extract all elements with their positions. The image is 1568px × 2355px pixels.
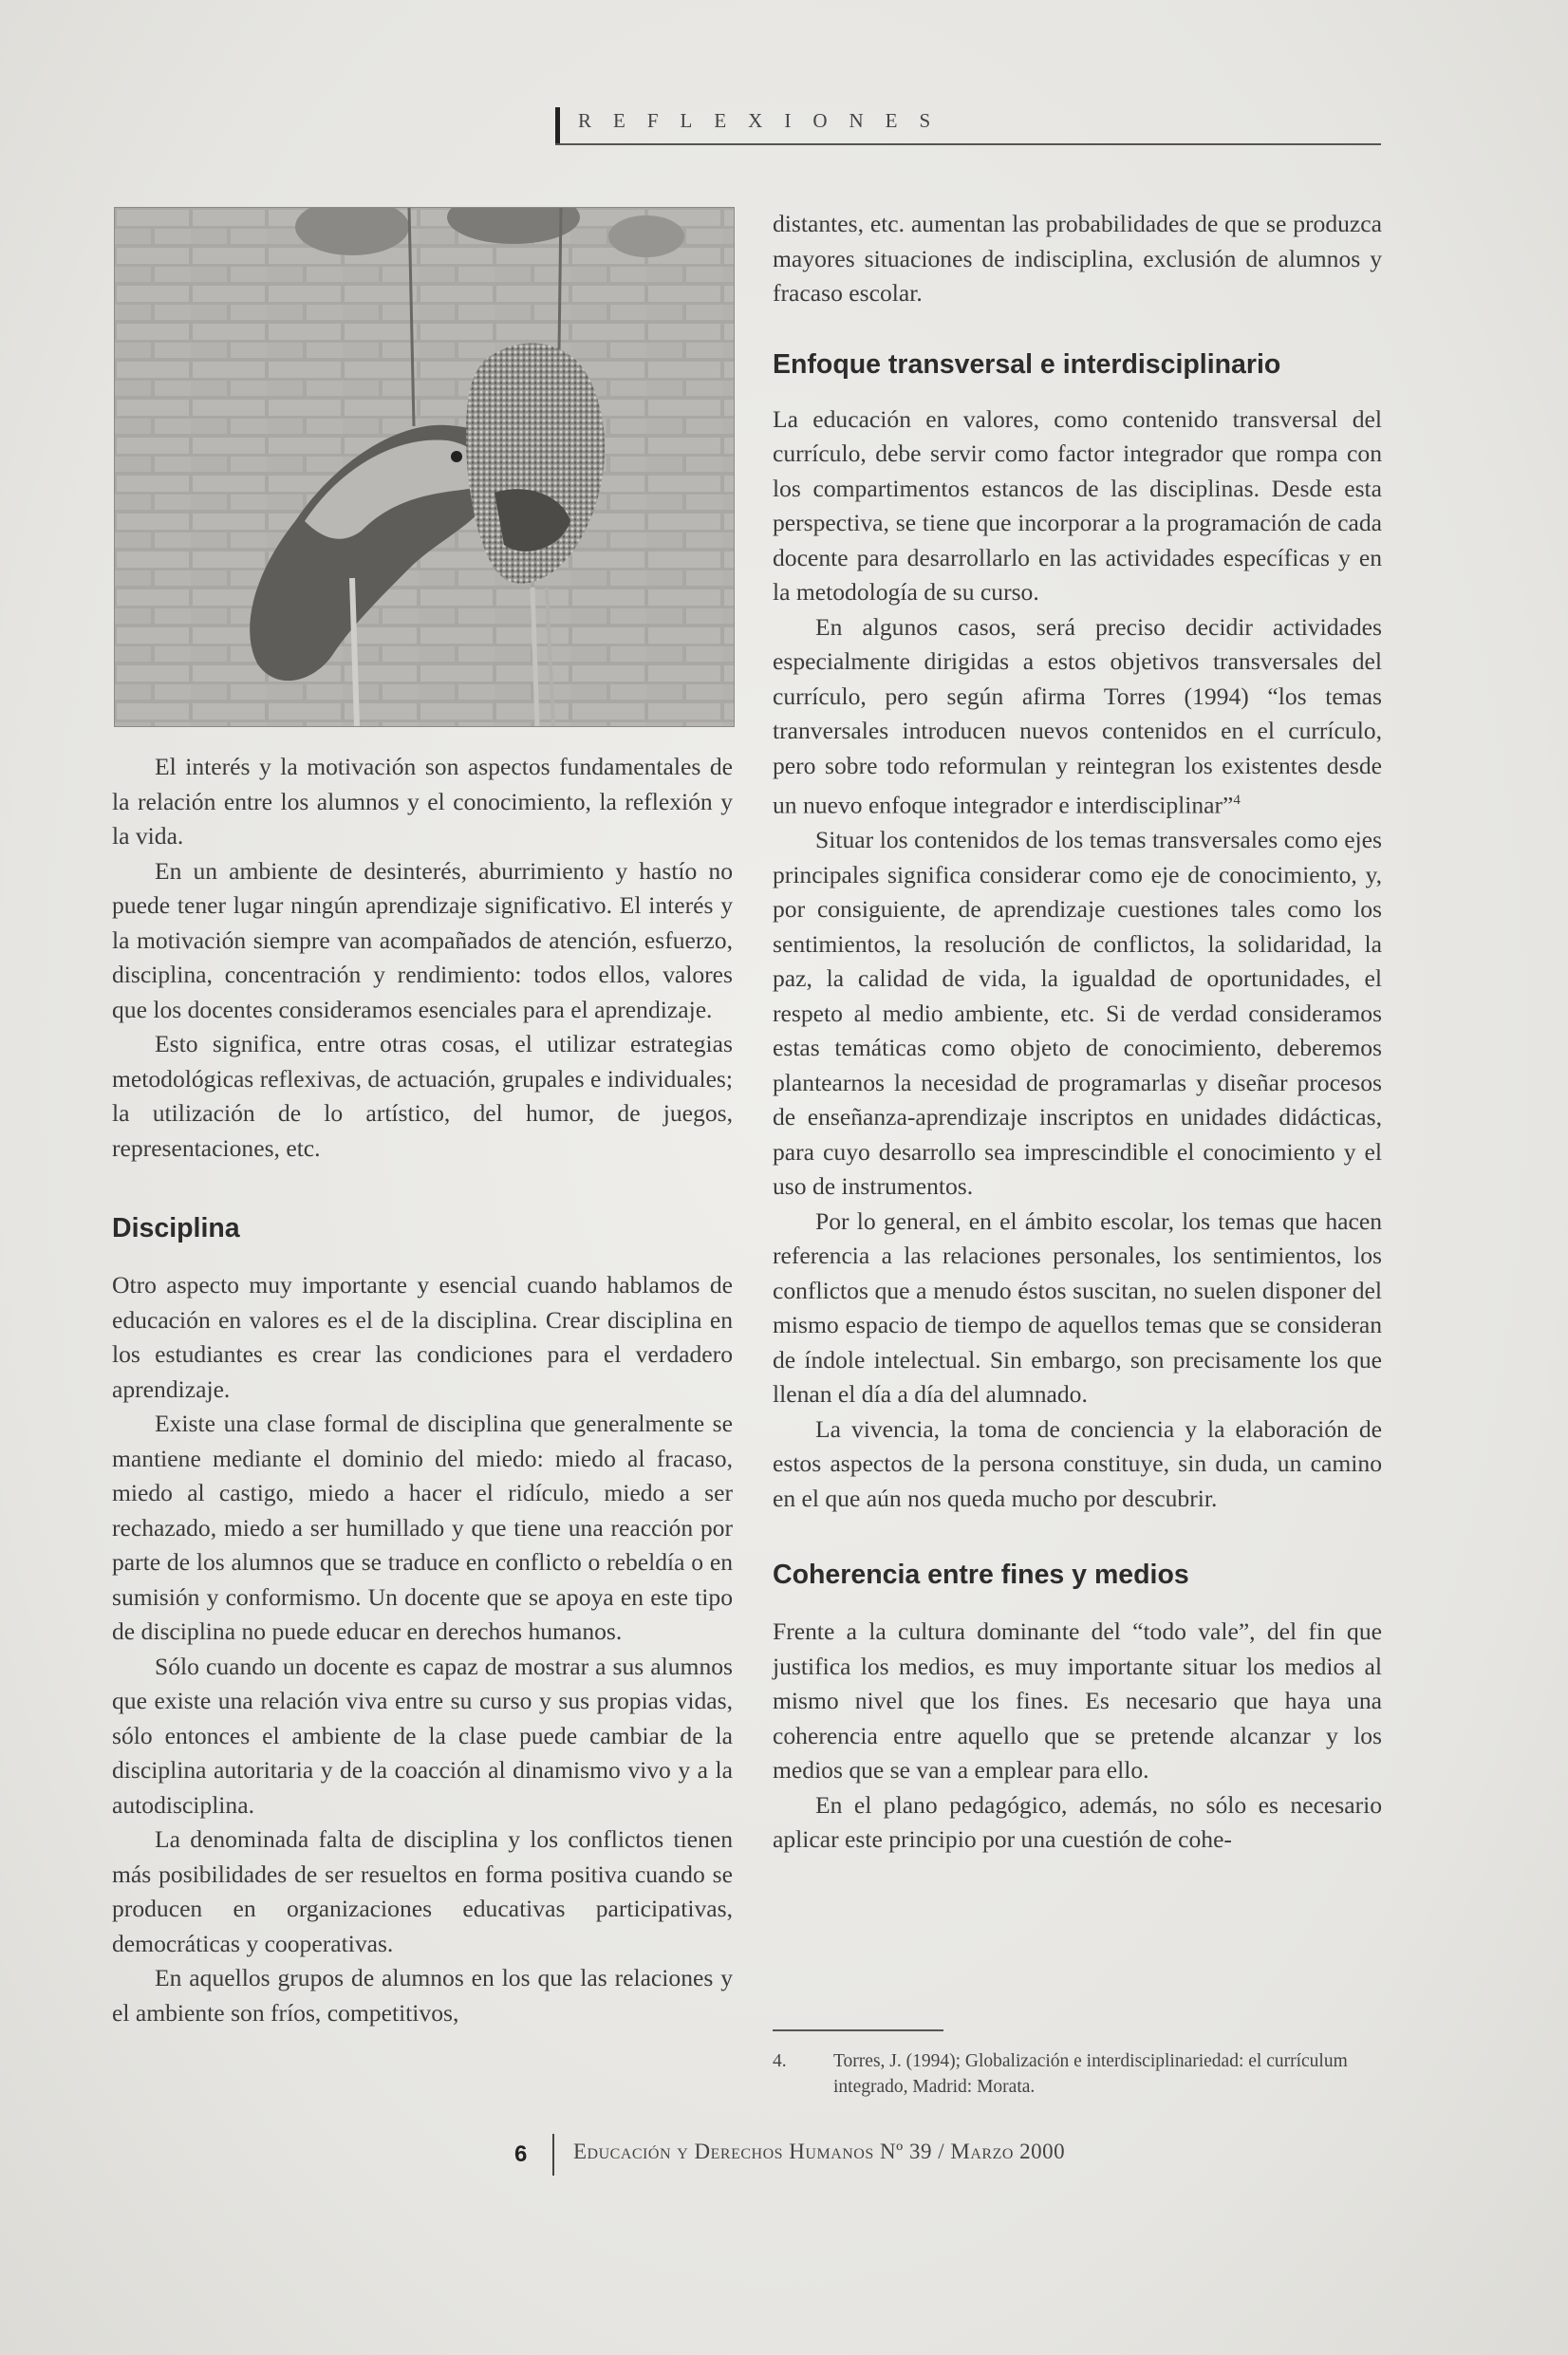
paragraph: distantes, etc. aumentan las probabilidades de que se produzca mayores situaciones de indisciplina, exclusión de alumnos y fracaso escolar.: [773, 210, 1382, 307]
section-label: REFLEXIONES: [578, 109, 953, 132]
page-number: 6: [514, 2141, 528, 2167]
paragraph: Sólo cuando un docente es capaz de mostrar a sus alumnos que existe una relación viva entre su curso y sus propias vidas, sólo entonces el ambiente de la clase puede cambiar de la disciplina autoritaria y de la coacción al dinamismo vivo y a la autodisciplina.: [112, 1652, 733, 1819]
paragraph: Existe una clase formal de disciplina que generalmente se mantiene mediante el dominio del miedo: miedo al fracaso, miedo al castigo, miedo a hacer el ridículo, miedo a ser rechazado, miedo a ser humillado y que tiene una reacción por parte de los alumnos que se traduce en conflicto o rebeldía o en sumisión y conformismo. Un docente que se apoya en este tipo de disciplina no puede educar en derechos humanos.: [112, 1410, 733, 1645]
paragraph: Otro aspecto muy importante y esencial cuando hablamos de educación en valores es el de la disciplina. Crear disciplina en los estudiantes es crear las condiciones para el verdadero aprendizaje.: [112, 1271, 733, 1403]
paragraph: Situar los contenidos de los temas transversales como ejes principales significa considerar como eje de conocimiento, y, por consiguiente, de aprendizaje cuestiones tales como los sentimientos, la resolución de conflictos, la solidaridad, la paz, la calidad de vida, la igualdad de oportunidades, el respeto al medio ambiente, etc. Si de verdad consideramos estas temáticas como objeto de conocimiento, deberemos plantearnos la necesidad de programarlas y diseñar procesos de enseñanza-aprendizaje inscriptos en unidades didácticas, para cuyo desarrollo sea imprescindible el conocimiento y el uso de instrumentos.: [773, 826, 1382, 1201]
section-heading-disciplina: Disciplina: [112, 1213, 240, 1243]
paragraph: En aquellos grupos de alumnos en los que las relaciones y el ambiente son fríos, competitivos,: [112, 1964, 733, 2027]
footnote-reference: 4: [1233, 793, 1241, 808]
section-heading-coherencia: Coherencia entre fines y medios: [773, 1560, 1189, 1591]
paragraph: El interés y la motivación son aspectos fundamentales de la relación entre los alumnos y el conocimiento, la reflexión y la vida.: [112, 753, 733, 850]
paragraph: [773, 610, 1382, 824]
paragraph: En el plano pedagógico, además, no sólo es necesario aplicar este principio por una cuestión de cohe-: [773, 1790, 1382, 1854]
footnote: [773, 2048, 1382, 2100]
paragraph-text: En algunos casos, será preciso decidir actividades especialmente dirigidas a estos objetivos transversales del currículo, pero según afirma Torres (1994) “los temas tranversales introducen nuevos contenidos en el currículo, pero sobre todo reformulan y reintegran los existentes desde un nuevo enfoque integrador e interdisciplinar”: [773, 612, 1382, 819]
left-column: [112, 750, 733, 2030]
paragraph: Frente a la cultura dominante del “todo vale”, del fin que justifica los medios, es muy importante situar los medios al mismo nivel que los fines. Es necesario que haya una coherencia entre aquello que se pretende alcanzar y los medios que se van a emplear para ello.: [773, 1617, 1382, 1785]
right-column: [773, 207, 1382, 1858]
paragraph: Esto significa, entre otras cosas, el utilizar estrategias metodológicas reflexivas, de actuación, grupales e individuales; la utilización de lo artístico, del humor, de juegos, representaciones, etc.: [112, 1030, 733, 1162]
section-heading-enfoque: Enfoque transversal e interdisciplinario: [773, 348, 1281, 380]
paragraph: En un ambiente de desinterés, aburrimiento y hastío no puede tener lugar ningún aprendizaje significativo. El interés y la motivación siempre van acompañados de atención, esfuerzo, disciplina, concentración y rendimiento: todos ellos, valores que los docentes consideramos esenciales para el aprendizaje.: [112, 856, 733, 1023]
footnote-number: 4.: [773, 2051, 787, 2071]
footnote-rule: [773, 2029, 943, 2031]
photo-illustration: [115, 208, 734, 726]
bird-sculpture-photo: [114, 207, 735, 727]
running-head-bar: [555, 107, 560, 143]
running-head: [555, 100, 1381, 145]
publication-info: Educación y Derechos Humanos Nº 39 / Marzo 2000: [573, 2140, 1066, 2163]
footnote-text: Torres, J. (1994); Globalización e interdisciplinariedad: el currículum integrado, Madrid: Morata.: [833, 2051, 1348, 2097]
footer-separator: [552, 2134, 554, 2176]
paragraph: La vivencia, la toma de conciencia y la elaboración de estos aspectos de la persona constituye, sin duda, un camino en el que aún nos queda mucho por descubrir.: [773, 1414, 1382, 1512]
page-footer: [514, 2134, 1179, 2176]
paragraph: Por lo general, en el ámbito escolar, los temas que hacen referencia a las relaciones personales, los sentimientos, los conflictos que a menudo éstos suscitan, no suelen disponer del mismo espacio de tiempo de aquellos temas que se consideran de índole intelectual. Sin embargo, son precisamente los que llenan el día a día del alumnado.: [773, 1206, 1382, 1409]
paragraph: La educación en valores, como contenido transversal del currículo, debe servir como factor integrador que rompa con los compartimentos estancos de las disciplinas. Desde esta perspectiva, se tiene que incorporar a la programación de cada docente para desarrollarlo en las actividades específicas y en la metodología de su curso.: [773, 404, 1382, 606]
paragraph: La denominada falta de disciplina y los conflictos tienen más posibilidades de ser resueltos en forma positiva cuando se producen en organizaciones educativas participativas, democráticas y cooperativas.: [112, 1825, 733, 1957]
